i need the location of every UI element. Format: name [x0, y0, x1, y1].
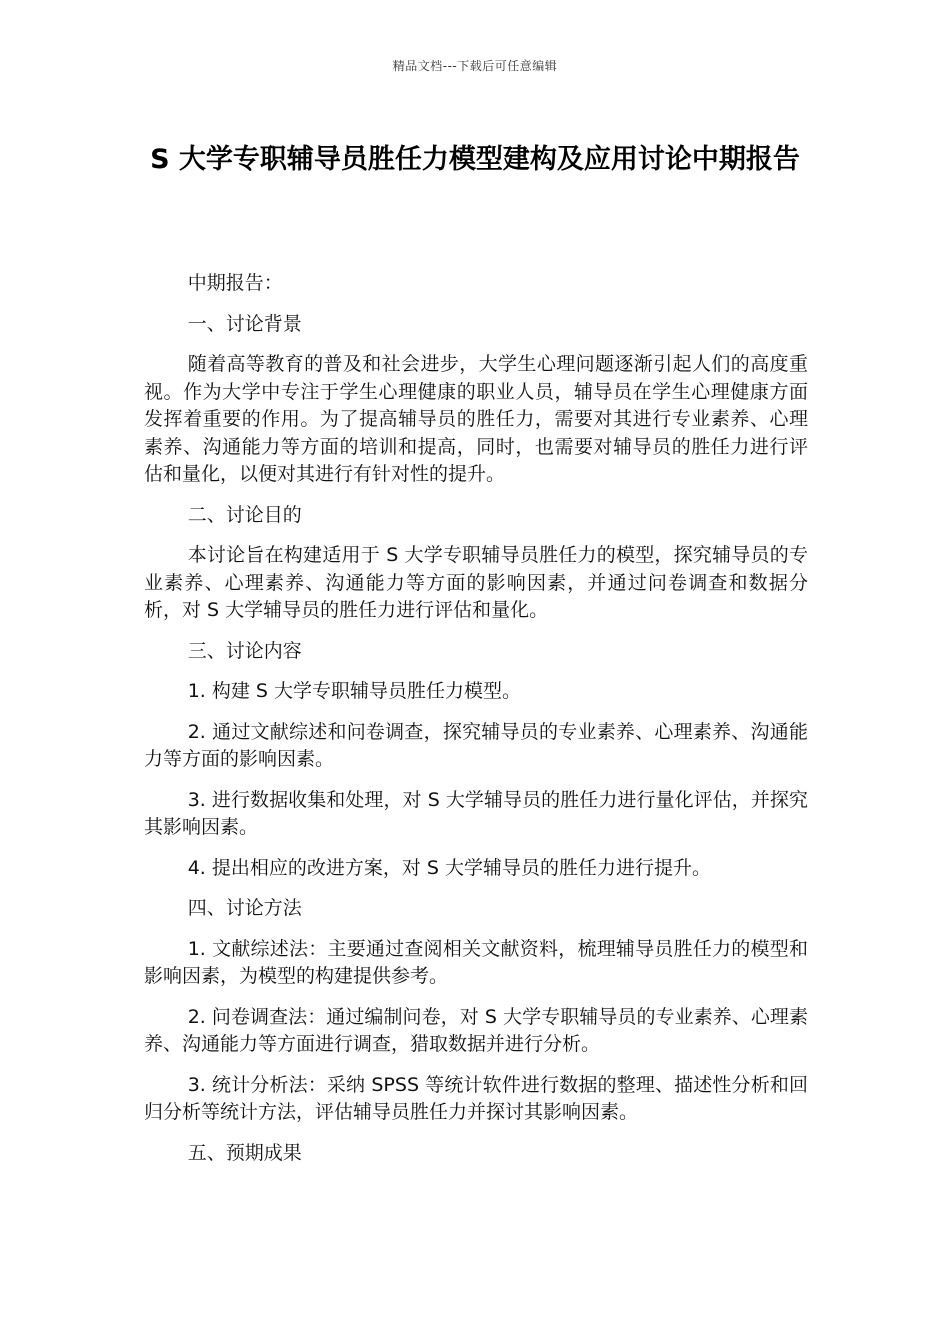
section-heading-methods: 四、讨论方法: [187, 897, 302, 919]
section-heading-background: 一、讨论背景: [187, 312, 302, 335]
paragraph-purpose: 本讨论旨在构建适用于 S 大学专职辅导员胜任力的模型，探究辅导员的专业素养、心理素养、沟通能力等方面的影响因素，并通过问卷调查和数据分析，对 S 大学辅导员的胜任力进行评估和量化。: [144, 544, 808, 621]
section-heading-content: 三、讨论内容: [187, 639, 302, 662]
paragraph-background: 随着高等教育的普及和社会进步，大学生心理问题逐渐引起人们的高度重视。作为大学中专注于学生心理健康的职业人员，辅导员在学生心理健康方面发挥着重要的作用。为了提高辅导员的胜任力，需要对其进行专业素养、心理素养、沟通能力等方面的培训和提高，同时，也需要对辅导员的胜任力进行评估和量化，以便对其进行有针对性的提升。: [144, 353, 808, 485]
paragraph-report-label: 中期报告：: [187, 272, 283, 294]
section-heading-purpose: 二、讨论目的: [187, 503, 302, 526]
method-item-2: 2. 问卷调查法：通过编制问卷，对 S 大学专职辅导员的专业素养、心理素养、沟通能力等方面进行调查，猎取数据并进行分析。: [144, 1005, 808, 1055]
content-item-1: 1. 构建 S 大学专职辅导员胜任力模型。: [187, 680, 521, 702]
method-item-1: 1. 文献综述法：主要通过查阅相关文献资料，梳理辅导员胜任力的模型和影响因素，为模型的构建提供参考。: [144, 937, 808, 987]
content-item-2: 2. 通过文献综述和问卷调查，探究辅导员的专业素养、心理素养、沟通能力等方面的影响因素。: [144, 720, 808, 770]
document-title: S 大学专职辅导员胜任力模型建构及应用讨论中期报告: [150, 144, 800, 175]
method-item-3: 3. 统计分析法：采纳 SPSS 等统计软件进行数据的整理、描述性分析和回归分析等统计方法，评估辅导员胜任力并探讨其影响因素。: [144, 1073, 808, 1123]
content-item-3: 3. 进行数据收集和处理，对 S 大学辅导员的胜任力进行量化评估，并探究其影响因素。: [144, 788, 808, 838]
document-body: [144, 270, 808, 1180]
content-item-4: 4. 提出相应的改进方案，对 S 大学辅导员的胜任力进行提升。: [187, 856, 711, 879]
page-header-watermark: 精品文档---下载后可任意编辑: [392, 59, 558, 73]
section-heading-expected-results: 五、预期成果: [187, 1141, 302, 1164]
